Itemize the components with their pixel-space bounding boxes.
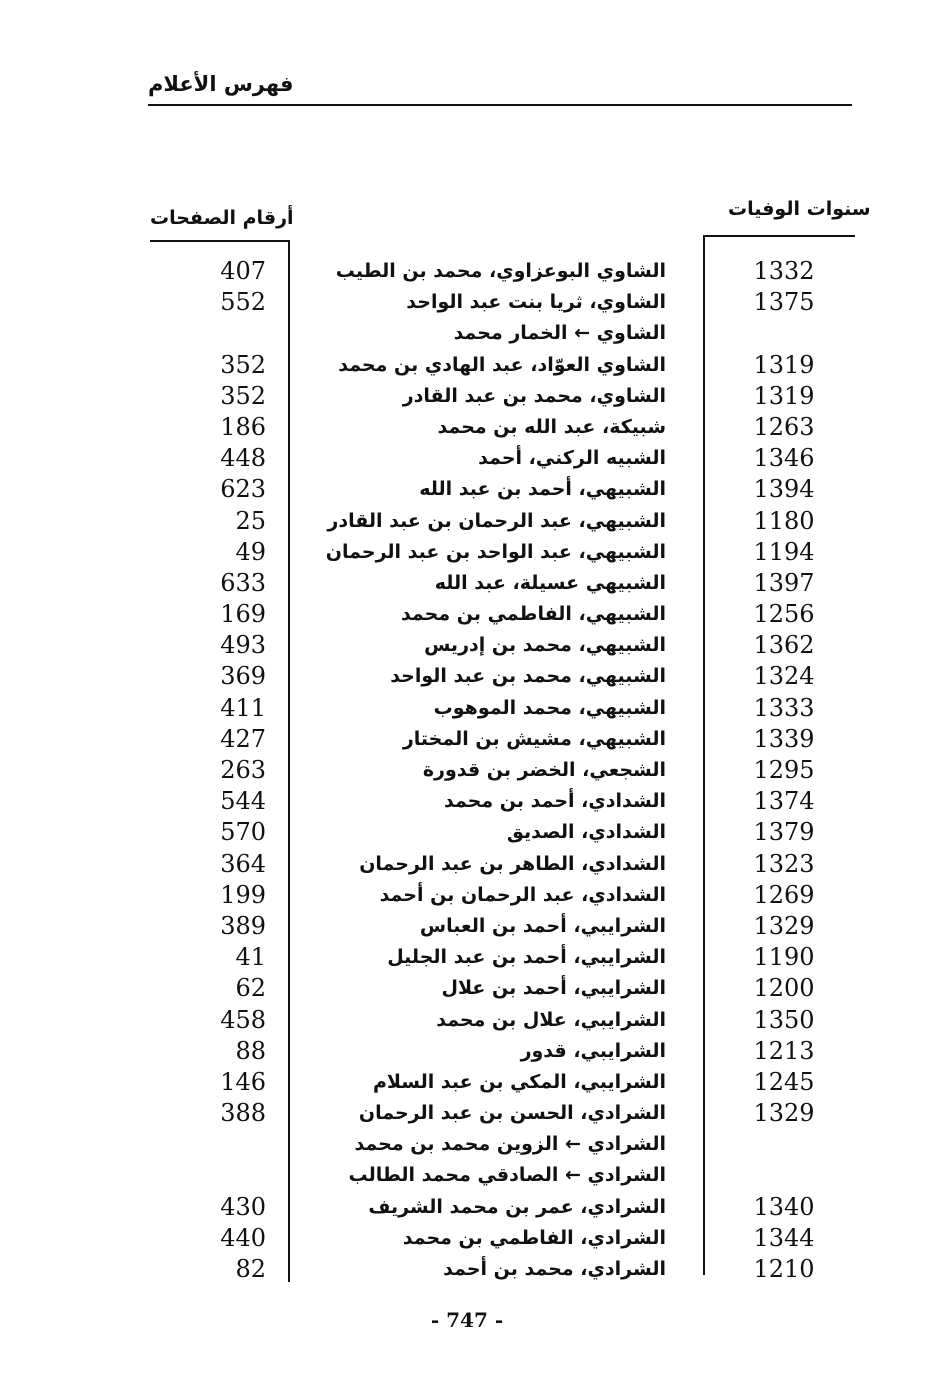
person-name: الشبيهي، محمد بن عبد الواحد xyxy=(390,665,666,688)
index-entry xyxy=(0,412,934,443)
death-year: 1256 xyxy=(753,600,815,629)
person-name: الشدادي، أحمد بن محمد xyxy=(443,790,666,813)
person-name: الشرايبي، أحمد بن العباس xyxy=(419,914,666,937)
person-name: الشاوي، محمد بن عبد القادر xyxy=(402,384,666,407)
page-reference: 25 xyxy=(235,506,266,535)
index-entry xyxy=(0,537,934,568)
page-reference: 570 xyxy=(220,818,266,847)
death-year: 1200 xyxy=(753,974,815,1003)
page-reference: 146 xyxy=(220,1067,266,1096)
death-year: 1329 xyxy=(753,1099,815,1128)
index-entry xyxy=(0,1036,934,1067)
death-year: 1323 xyxy=(753,849,815,878)
index-entry xyxy=(0,693,934,724)
page-reference: 41 xyxy=(235,943,266,972)
person-name: الشدادي، عبد الرحمان بن أحمد xyxy=(379,883,666,906)
person-name: الشرايبي، أحمد بن عبد الجليل xyxy=(387,946,666,969)
index-entry xyxy=(0,599,934,630)
death-year: 1180 xyxy=(753,506,815,535)
person-name: الشرادي، محمد بن أحمد xyxy=(443,1258,666,1280)
page-reference: 364 xyxy=(220,849,266,878)
person-name: الشدادي، الصديق xyxy=(506,821,666,844)
index-entry xyxy=(0,817,934,848)
person-name: الشبيهي عسيلة، عبد الله xyxy=(434,571,666,594)
index-entry xyxy=(0,1098,934,1129)
page-reference: 623 xyxy=(220,475,266,504)
index-entry xyxy=(0,474,934,505)
person-name: الشاوي البوعزاوي، محمد بن الطيب xyxy=(335,260,666,282)
page-reference: 49 xyxy=(235,537,266,566)
index-entry xyxy=(0,350,934,381)
index-entry xyxy=(0,1160,934,1191)
page-reference: 544 xyxy=(220,787,266,816)
person-name: الشبيهي، عبد الرحمان بن عبد القادر xyxy=(327,509,666,532)
index-entry xyxy=(0,786,934,817)
index-entry xyxy=(0,443,934,474)
page-reference: 352 xyxy=(220,350,266,379)
death-year: 1374 xyxy=(753,787,815,816)
index-entry xyxy=(0,256,934,287)
death-year: 1394 xyxy=(753,475,815,504)
person-name: الشرادي ← الصادقي محمد الطالب xyxy=(348,1164,666,1187)
death-year: 1379 xyxy=(753,818,815,847)
death-year: 1339 xyxy=(753,724,815,753)
page-reference: 552 xyxy=(220,288,266,317)
person-name: الشبيهي، مشيش بن المختار xyxy=(402,727,666,750)
index-entry xyxy=(0,381,934,412)
death-year: 1329 xyxy=(753,911,815,940)
page-reference: 440 xyxy=(220,1223,266,1252)
person-name: الشجعي، الخضر بن قدورة xyxy=(422,759,666,781)
person-name: شبيكة، عبد الله بن محمد xyxy=(437,415,666,438)
death-year: 1269 xyxy=(753,880,815,909)
index-entry xyxy=(0,724,934,755)
index-entry xyxy=(0,1067,934,1098)
death-year: 1397 xyxy=(753,568,815,597)
death-year: 1319 xyxy=(753,381,815,410)
death-year: 1210 xyxy=(753,1255,815,1283)
page-reference: 88 xyxy=(235,1036,266,1065)
years-column-top-rule xyxy=(703,235,855,237)
column-header-death-years: سنوات الوفيات xyxy=(728,198,871,220)
death-year: 1319 xyxy=(753,350,815,379)
person-name: الشاوي العوّاد، عبد الهادي بن محمد xyxy=(338,353,666,376)
page-reference: 389 xyxy=(220,911,266,940)
page-reference: 633 xyxy=(220,568,266,597)
person-name: الشبيه الركني، أحمد xyxy=(478,447,666,470)
page-reference: 407 xyxy=(220,257,266,285)
person-name: الشبيهي، الفاطمي بن محمد xyxy=(400,603,666,626)
death-year: 1213 xyxy=(753,1036,815,1065)
index-entry xyxy=(0,661,934,692)
person-name: الشبيهي، عبد الواحد بن عبد الرحمان xyxy=(325,540,666,563)
index-entry xyxy=(0,318,934,349)
index-table xyxy=(0,256,934,1285)
person-name: الشاوي، ثريا بنت عبد الواحد xyxy=(406,291,666,314)
index-entry xyxy=(0,630,934,661)
page-reference: 82 xyxy=(235,1255,266,1283)
death-year: 1362 xyxy=(753,631,815,660)
person-name: الشرايبي، علال بن محمد xyxy=(436,1008,666,1031)
page-reference: 369 xyxy=(220,662,266,691)
page-reference: 411 xyxy=(220,693,266,722)
death-year: 1190 xyxy=(753,943,815,972)
person-name: الشرادي، عمر بن محمد الشريف xyxy=(368,1195,666,1218)
page-reference: 263 xyxy=(220,756,266,784)
person-name: الشرايبي، قدور xyxy=(520,1039,666,1062)
person-name: الشاوي ← الخمار محمد xyxy=(453,322,666,345)
page-reference: 493 xyxy=(220,631,266,660)
page-number: - 747 - xyxy=(430,1308,504,1332)
person-name: الشرايبي، أحمد بن علال xyxy=(441,977,666,1000)
page-reference: 448 xyxy=(220,444,266,473)
index-entry xyxy=(0,880,934,911)
index-entry xyxy=(0,911,934,942)
index-entry xyxy=(0,287,934,318)
death-year: 1346 xyxy=(753,444,815,473)
page-reference: 388 xyxy=(220,1099,266,1128)
column-header-page-numbers: أرقام الصفحات xyxy=(150,207,294,229)
page-reference: 199 xyxy=(220,880,266,909)
death-year: 1194 xyxy=(753,537,815,566)
person-name: الشدادي، الطاهر بن عبد الرحمان xyxy=(359,852,666,875)
death-year: 1350 xyxy=(753,1005,815,1034)
death-year: 1324 xyxy=(753,662,815,691)
index-entry xyxy=(0,942,934,973)
index-entry xyxy=(0,568,934,599)
death-year: 1340 xyxy=(753,1192,815,1221)
page-reference: 186 xyxy=(220,412,266,441)
page-reference: 62 xyxy=(235,974,266,1003)
person-name: الشرادي ← الزوين محمد بن محمد xyxy=(354,1133,666,1156)
page-reference: 169 xyxy=(220,600,266,629)
person-name: الشبيهي، محمد الموهوب xyxy=(433,696,666,719)
death-year: 1375 xyxy=(753,288,815,317)
index-entry xyxy=(0,755,934,786)
index-entry xyxy=(0,849,934,880)
person-name: الشرايبي، المكي بن عبد السلام xyxy=(372,1070,666,1093)
index-entry xyxy=(0,506,934,537)
index-entry xyxy=(0,1192,934,1223)
page-reference: 352 xyxy=(220,381,266,410)
death-year: 1245 xyxy=(753,1067,815,1096)
death-year: 1295 xyxy=(753,756,815,784)
header-rule xyxy=(148,104,852,106)
person-name: الشرادي، الفاطمي بن محمد xyxy=(402,1226,666,1249)
index-entry xyxy=(0,1223,934,1254)
page-reference: 458 xyxy=(220,1005,266,1034)
death-year: 1333 xyxy=(753,693,815,722)
page-reference: 427 xyxy=(220,724,266,753)
running-title: فهرس الأعلام xyxy=(148,72,294,96)
person-name: الشبيهي، محمد بن إدريس xyxy=(424,634,666,657)
index-entry xyxy=(0,1005,934,1036)
index-entry xyxy=(0,1129,934,1160)
index-entry xyxy=(0,1254,934,1285)
death-year: 1263 xyxy=(753,412,815,441)
death-year: 1332 xyxy=(753,257,815,285)
pages-column-top-rule xyxy=(150,240,290,242)
page-reference: 430 xyxy=(220,1192,266,1221)
person-name: الشرادي، الحسن بن عبد الرحمان xyxy=(358,1102,666,1125)
index-entry xyxy=(0,973,934,1004)
person-name: الشبيهي، أحمد بن عبد الله xyxy=(419,478,666,501)
death-year: 1344 xyxy=(753,1223,815,1252)
